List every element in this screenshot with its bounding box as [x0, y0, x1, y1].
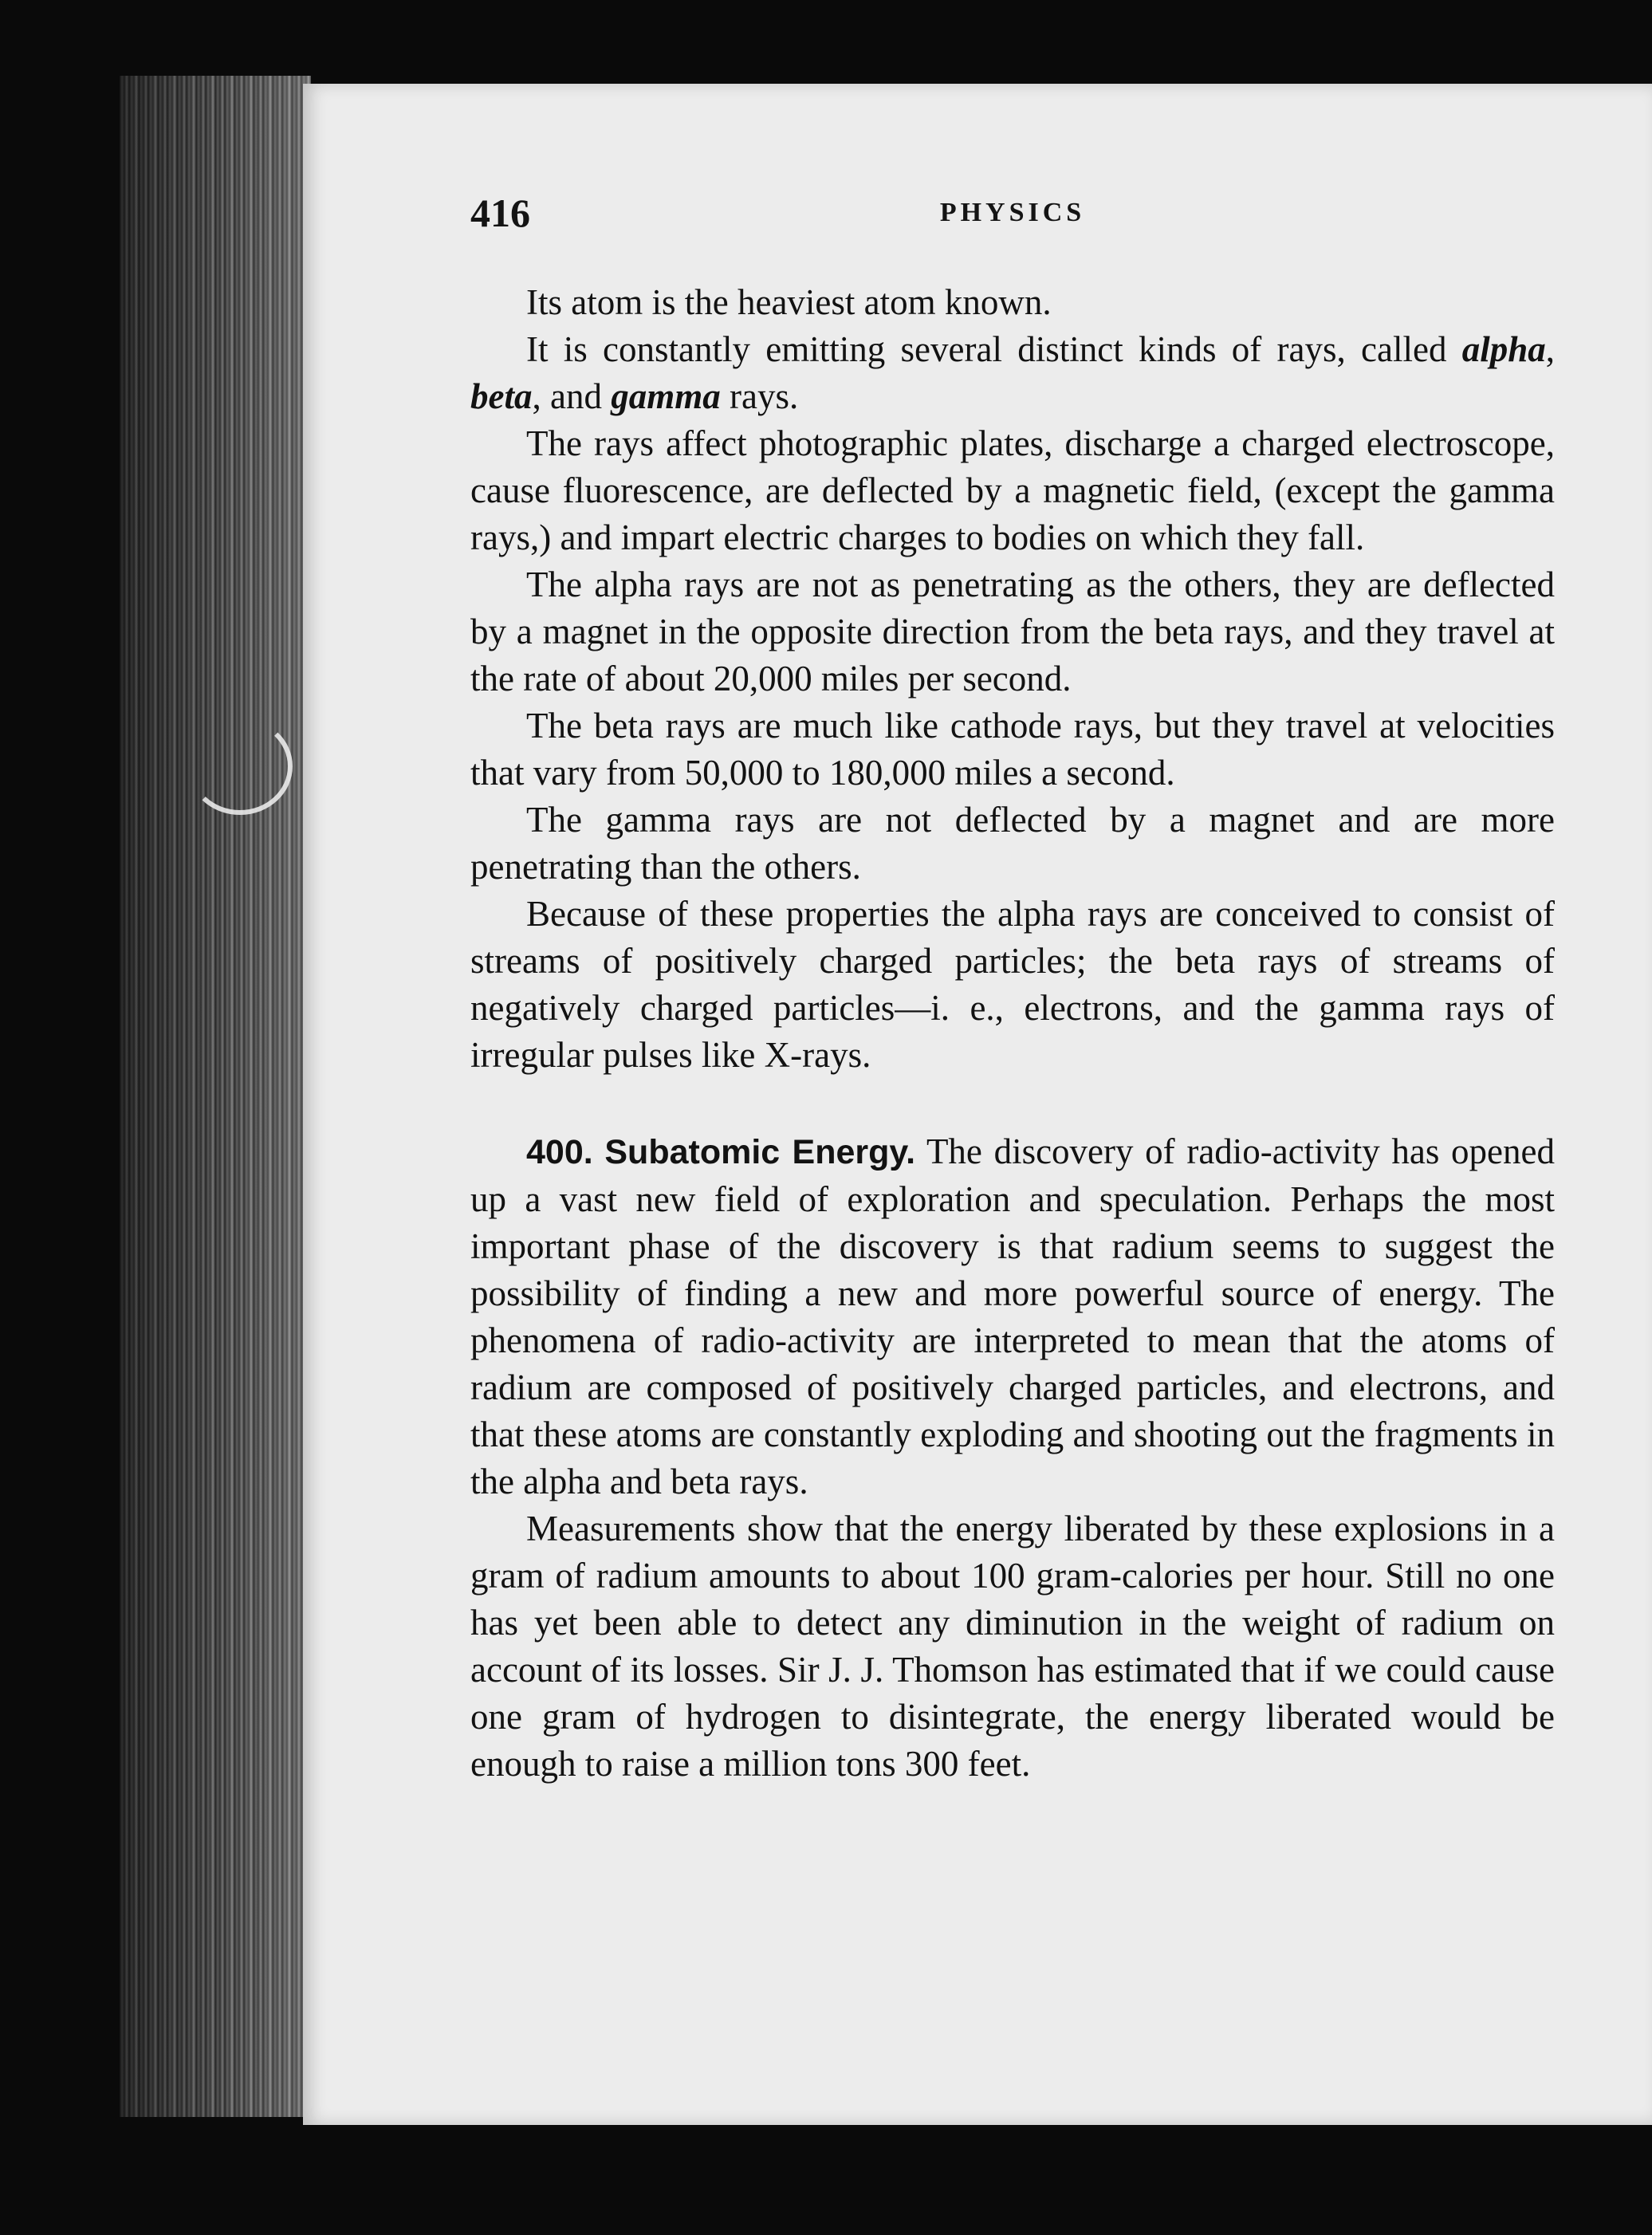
page-number: 416 [470, 191, 530, 235]
text-run: rays. [720, 376, 799, 416]
italic-term: gamma [611, 376, 721, 416]
paragraph: The alpha rays are not as penetrating as the others, they are deflected by a magnet in the opposite direction from the beta rays, and they travel at the rate of about 20,000 miles per second. [470, 565, 1555, 698]
body-text [470, 279, 1555, 1788]
paragraph: The beta rays are much like cathode rays, but they travel at velocities that vary from 50,000 to 180,000 miles a second. [470, 706, 1555, 793]
paragraph: Its atom is the heaviest atom known. [526, 282, 1052, 322]
paragraph: Because of these properties the alpha rays are conceived to consist of streams of positively charged particles; the beta rays of streams of negatively charged particles—i. e., electrons, and the gamma rays of irregular pulses like X-rays. [470, 894, 1555, 1075]
section-title: Subatomic Energy. [604, 1133, 916, 1171]
text-run: It is constantly emitting several distinct kinds of rays, called [526, 329, 1462, 369]
italic-term: beta [470, 376, 533, 416]
paragraph: Measurements show that the energy liberated by these explosions in a gram of radium amounts to about 100 gram-calories per hour. Still no one has yet been able to detect any diminution in the weight of radium on account of its losses. Sir J. J. Thomson has estimated that if we could cause one gram of hydrogen to disintegrate, the energy liberated would be enough to raise a million tons 300 feet. [470, 1509, 1555, 1784]
section-400 [470, 1128, 1555, 1788]
text-run: , [1545, 329, 1555, 369]
paragraph: The gamma rays are not deflected by a magnet and are more penetrating than the others. [470, 800, 1555, 887]
paragraph [470, 326, 1555, 420]
section-lead-text: The discovery of radio-activity has opened up a vast new field of exploration and speculation. Perhaps the most important phase of the discovery is that radium seems to suggest the possibility of finding a new and more powerful source of energy. The phenomena of radio-activity are interpreted to mean that the atoms of radium are composed of positively charged particles, and electrons, and that these atoms are constantly exploding and shooting out the fragments in the alpha and beta rays. [470, 1131, 1555, 1501]
section-number: 400. [526, 1133, 593, 1171]
paragraph: The rays affect photographic plates, discharge a charged electroscope, cause fluorescence, are deflected by a magnetic field, (except the gamma rays,) and impart electric charges to bodies on which they fall. [470, 423, 1555, 557]
section-lead-paragraph [470, 1128, 1555, 1505]
book-page-edges [120, 76, 311, 2117]
italic-term: alpha [1461, 329, 1546, 369]
text-run: , and [532, 376, 612, 416]
running-title: PHYSICS [939, 198, 1086, 227]
margin-mark [187, 718, 293, 815]
running-head [470, 190, 1555, 246]
